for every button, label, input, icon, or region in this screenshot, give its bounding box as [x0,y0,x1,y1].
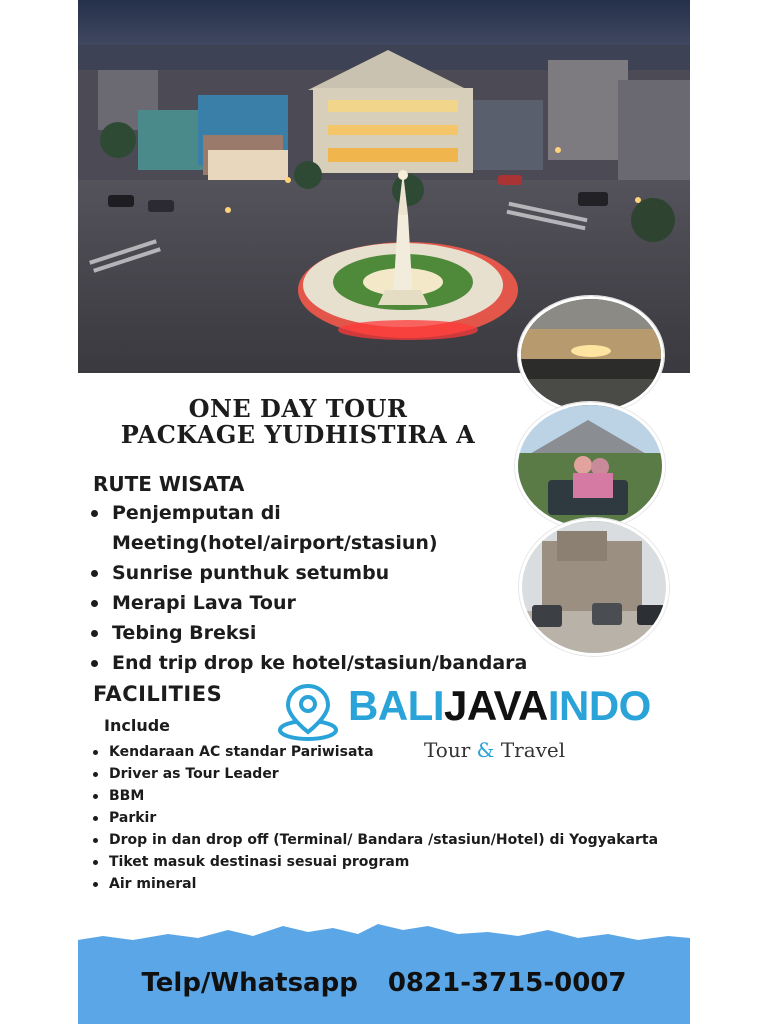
facility-item: BBM [78,785,658,807]
logo-sub-amp: & [476,738,495,762]
facility-item: Drop in dan drop off (Terminal/ Bandara /stasiun/Hotel) di Yogyakarta [78,829,658,851]
facility-item: Tiket masuk destinasi sesuai program [78,851,658,873]
facilities-heading: FACILITIES [93,682,223,706]
rute-heading: RUTE WISATA [93,472,245,496]
sunrise-photo [518,296,664,414]
contact-phone[interactable]: 0821-3715-0007 [387,968,627,998]
logo-sub-tour: Tour [424,738,471,762]
logo-word-bali: BALI [348,682,444,729]
rute-item: Merapi Lava Tour [78,588,527,618]
include-label: Include [104,716,171,735]
location-pin-icon [276,680,340,742]
tour-poster [78,0,690,1024]
rute-item: End trip drop ke hotel/stasiun/bandara [78,648,527,678]
facility-item: Air mineral [78,873,658,895]
facility-item: Driver as Tour Leader [78,763,658,785]
contact-label: Telp/Whatsapp [141,968,358,998]
logo-word-indo: INDO [547,682,651,729]
merapi-jeep-photo [515,402,665,530]
tebing-breksi-photo [519,518,669,656]
rute-item: Tebing Breksi [78,618,527,648]
logo-word-java: JAVA [444,682,548,729]
facility-item: Parkir [78,807,658,829]
logo-wordmark [348,682,651,730]
facility-item: Kendaraan AC standar Pariwisata [78,741,658,763]
contact-line [78,968,690,998]
title-line-2: PACKAGE YUDHISTIRA A [120,420,476,449]
rute-item-continuation: Meeting(hotel/airport/stasiun) [112,532,438,554]
rute-list [78,498,527,678]
logo-sub-travel: Travel [500,738,566,762]
title-line-1: ONE DAY TOUR [188,394,408,423]
logo-tagline [424,738,565,762]
rute-item: Penjemputan di [78,498,527,528]
rute-item: Sunrise punthuk setumbu [78,558,527,588]
balijavaindo-logo [276,676,666,766]
